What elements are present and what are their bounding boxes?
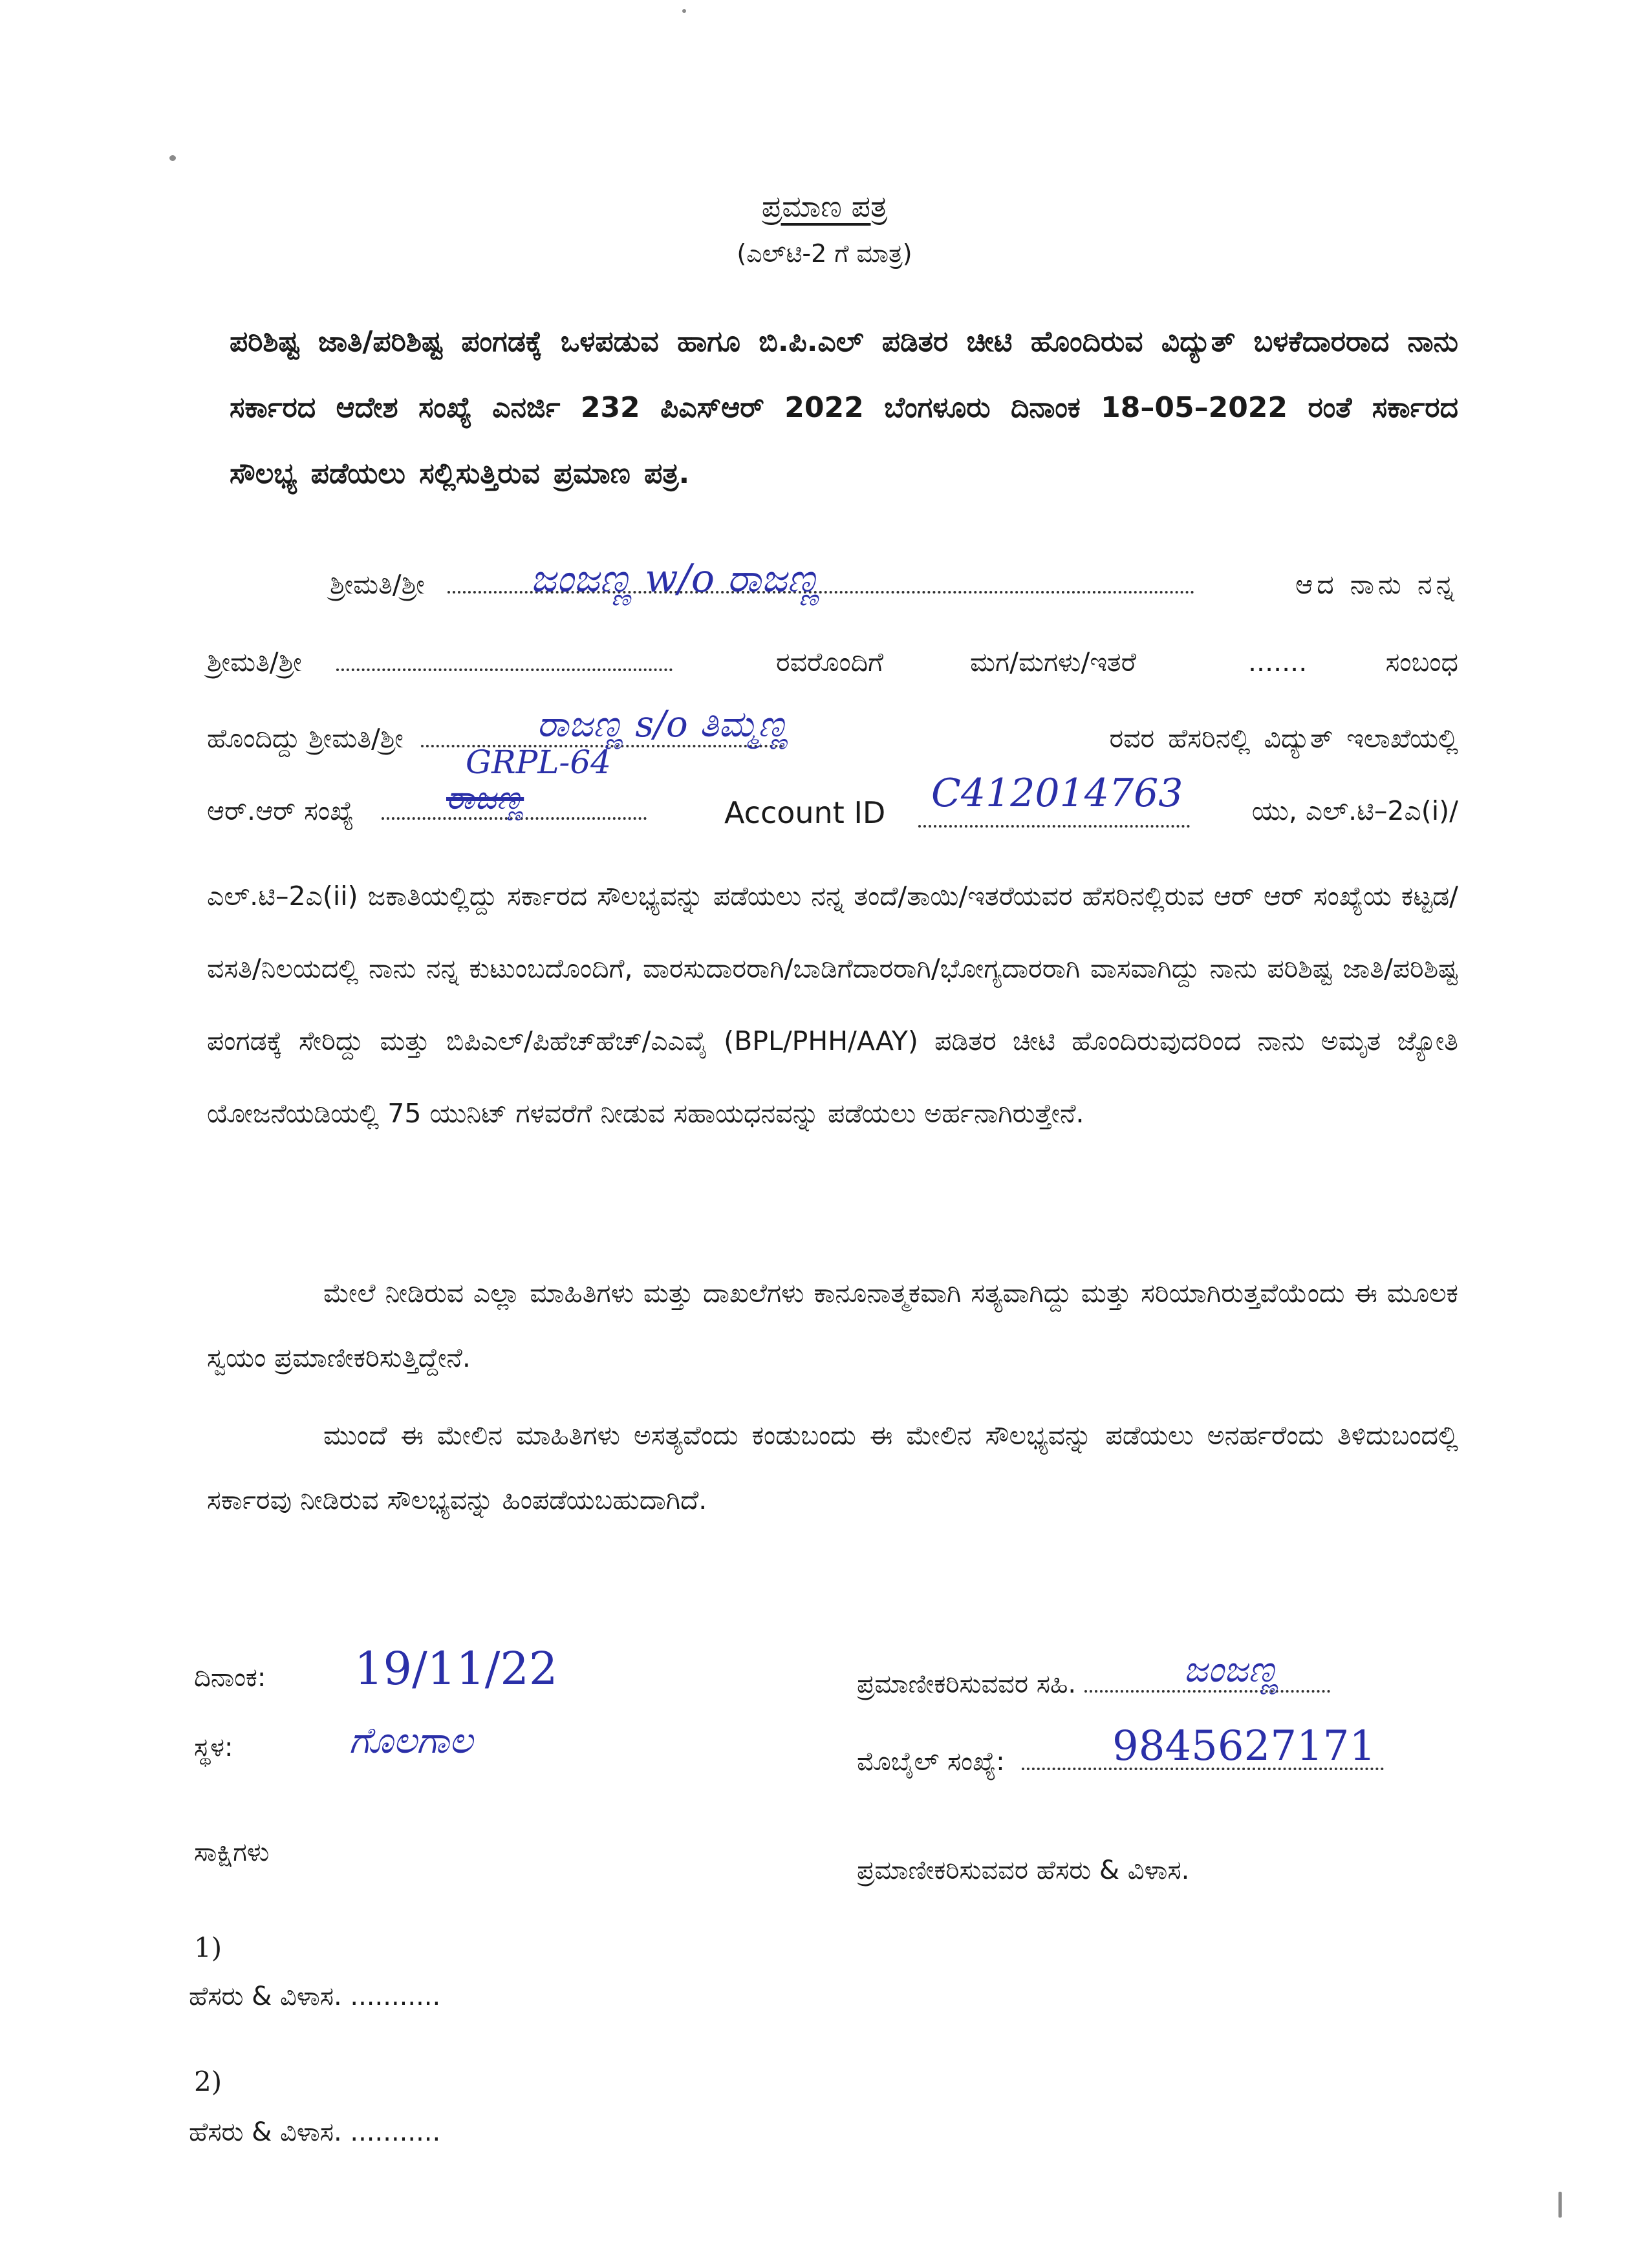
revocation-paragraph (207, 1403, 1458, 1532)
name-line-end: ಆದ ನಾನು ನನ್ನ (1295, 569, 1458, 600)
certifier-name-label: ಪ್ರಮಾಣೀಕರಿಸುವವರ ಹೆಸರು & ವಿಳಾಸ. (857, 1856, 1190, 1885)
handwritten-name: ಜಂಜಣ್ಣ w/o ರಾಜಣ್ಣ (530, 556, 821, 601)
declaration-text: ಮೇಲೆ ನೀಡಿರುವ ಎಲ್ಲಾ ಮಾಹಿತಿಗಳು ಮತ್ತು ದಾಖಲೆಗಳು ಕಾನೂನಾತ್ಮಕವಾಗಿ ಸತ್ಯವಾಗಿದ್ದು ಮತ್ತು ಸರಿಯಾಗಿರುತ್ತವೆಯೆಂದು ಈ ಮೂಲಕ ಸ್ವಯಂ ಪ್ರಮಾಣೀಕರಿಸುತ್ತಿದ್ದೇನೆ. (207, 1278, 1458, 1373)
declaration-paragraph (207, 1261, 1458, 1390)
witnesses-label: ಸಾಕ್ಷಿಗಳು (194, 1837, 270, 1867)
form-line-3 (207, 723, 1458, 754)
handwritten-holder: ರಾಜಣ್ಣ s/o ತಿಮ್ಮಣ್ಣ (537, 703, 789, 745)
signature-label-text: ಪ್ರಮಾಣೀಕರಿಸುವವರ ಸಹಿ. (857, 1669, 1077, 1699)
rr-number-label: ಆರ್.ಆರ್ ಸಂಖ್ಯೆ (207, 795, 354, 826)
witness-2-field[interactable]: ಹೆಸರು & ವಿಳಾಸ. ........... (189, 2117, 441, 2147)
handwritten-place: ಗೊಲಗಾಲ (349, 1720, 473, 1762)
intro-paragraph: ಪರಿಶಿಷ್ಟ ಜಾತಿ/ಪರಿಶಿಷ್ಟ ಪಂಗಡಕ್ಕೆ ಒಳಪಡುವ ಹಾಗೂ ಬಿ.ಪಿ.ಎಲ್ ಪಡಿತರ ಚೀಟಿ ಹೊಂದಿರುವ ವಿದ್ಯುತ್ ಬಳಕೆದಾರರಾದ ನಾನು ಸರ್ಕಾರದ ಆದೇಶ ಸಂಖ್ಯೆ ಎನರ್ಜಿ 232 ಪಿಎಸ್‌ಆರ್ 2022 ಬೆಂಗಳೂರು ದಿನಾಂಕ 18–05–2022 ರಂತೆ ಸರ್ಕಾರದ ಸೌಲಭ್ಯ ಪಡೆಯಲು ಸಲ್ಲಿಸುತ್ತಿರುವ ಪ್ರಮಾಣ ಪತ್ರ. (230, 325, 1458, 490)
relation-end: ಸಂಬಂಧ (1385, 647, 1458, 678)
relation-dots: ....... (1248, 647, 1308, 678)
page-title: ಪ್ರಮಾಣ ಪತ್ರ (761, 189, 888, 224)
holder-line-end: ರವರ ಹೆಸರಿನಲ್ಲಿ ವಿದ್ಯುತ್ ಇಲಾಖೆಯಲ್ಲಿ (1109, 723, 1458, 754)
handwritten-rr-number: GRPL-64 (466, 744, 611, 781)
revocation-text: ಮುಂದೆ ಈ ಮೇಲಿನ ಮಾಹಿತಿಗಳು ಅಸತ್ಯವೆಂದು ಕಂಡುಬಂದು ಈ ಮೇಲಿನ ಸೌಲಭ್ಯವನ್ನು ಪಡೆಯಲು ಅನರ್ಹರೆಂದು ತಿಳಿದುಬಂದಲ್ಲಿ ಸರ್ಕಾರವು ನೀಡಿರುವ ಸೌಲಭ್ಯವನ್ನು ಹಿಂಪಡೆಯಬಹುದಾಗಿದೆ. (207, 1420, 1458, 1515)
place-label: ಸ್ಥಳ: (194, 1733, 233, 1762)
handwritten-date: 19/11/22 (354, 1642, 558, 1695)
certificate-header (0, 189, 1649, 268)
mobile-label-text: ಮೊಬೈಲ್ ಸಂಖ್ಯೆ: (857, 1747, 1005, 1777)
holder-label: ಹೊಂದಿದ್ದು ಶ್ರೀಮತಿ/ಶ್ರೀ (207, 723, 404, 754)
scan-speck (169, 155, 176, 161)
relation-type: ಮಗ/ಮಗಳು/ಇತರೆ (970, 647, 1136, 678)
relation-name-field[interactable] (336, 647, 673, 671)
scan-speck (682, 9, 686, 13)
date-label: ದಿನಾಂಕ: (194, 1663, 266, 1693)
name-label: ಶ್ರೀಮತಿ/ಶ್ರೀ (330, 569, 425, 600)
witness-1-number: 1) (194, 1932, 222, 1963)
handwritten-rr-struck: ರಾಜಣ್ಣ (446, 779, 524, 817)
form-line-2 (207, 647, 1458, 678)
handwritten-account-id: C412014763 (931, 771, 1183, 816)
account-id-label: Account ID (724, 795, 886, 830)
form-line-1 (207, 569, 1458, 601)
witness-1-field[interactable]: ಹೆಸರು & ವಿಳಾಸ. ........... (189, 1982, 441, 2011)
witness-2-number: 2) (194, 2066, 222, 2097)
page-subtitle: (ಎಲ್‌ಟಿ-2 ಗೆ ಮಾತ್ರ) (737, 239, 912, 268)
scan-speck (1558, 2192, 1562, 2218)
relation-name-label: ಶ್ರೀಮತಿ/ಶ್ರೀ (207, 647, 302, 678)
tariff-label: ಯು, ಎಲ್.ಟಿ–2ಎ(i)/ (1251, 795, 1458, 826)
handwritten-mobile: 9845627171 (1112, 1722, 1376, 1770)
eligibility-paragraph: ಎಲ್.ಟಿ–2ಎ(ii) ಜಕಾತಿಯಲ್ಲಿದ್ದು ಸರ್ಕಾರದ ಸೌಲಭ್ಯವನ್ನು ಪಡೆಯಲು ನನ್ನ ತಂದೆ/ತಾಯಿ/ಇತರೆಯವರ ಹೆಸರಿನಲ್ಲಿರುವ ಆರ್ ಆರ್ ಸಂಖ್ಯೆಯ ಕಟ್ಟಡ/ವಸತಿ/ನಿಲಯದಲ್ಲಿ ನಾನು ನನ್ನ ಕುಟುಂಬದೊಂದಿಗೆ, ವಾರಸುದಾರರಾಗಿ/ಬಾಡಿಗೆದಾರರಾಗಿ/ಭೋಗ್ಯದಾರರಾಗಿ ವಾಸವಾಗಿದ್ದು ನಾನು ಪರಿಶಿಷ್ಟ ಜಾತಿ/ಪರಿಶಿಷ್ಟ ಪಂಗಡಕ್ಕೆ ಸೇರಿದ್ದು ಮತ್ತು ಬಿಪಿಎಲ್/ಪಿಹೆಚ್‌ಹೆಚ್/ಎಎವೈ (BPL/PHH/AAY) ಪಡಿತರ ಚೀಟಿ ಹೊಂದಿರುವುದರಿಂದ ನಾನು ಅಮೃತ ಜ್ಯೋತಿ ಯೋಜನೆಯಡಿಯಲ್ಲಿ 75 ಯುನಿಟ್ ಗಳವರೆಗೆ ನೀಡುವ ಸಹಾಯಧನವನ್ನು ಪಡೆಯಲು ಅರ್ಹನಾಗಿರುತ್ತೇನೆ. (207, 881, 1458, 1129)
handwritten-signature: ಜಂಜಣ್ಣ (1183, 1649, 1279, 1691)
form-line-4 (207, 795, 1458, 830)
relation-mid: ರವರೊಂದಿಗೆ (776, 647, 883, 678)
